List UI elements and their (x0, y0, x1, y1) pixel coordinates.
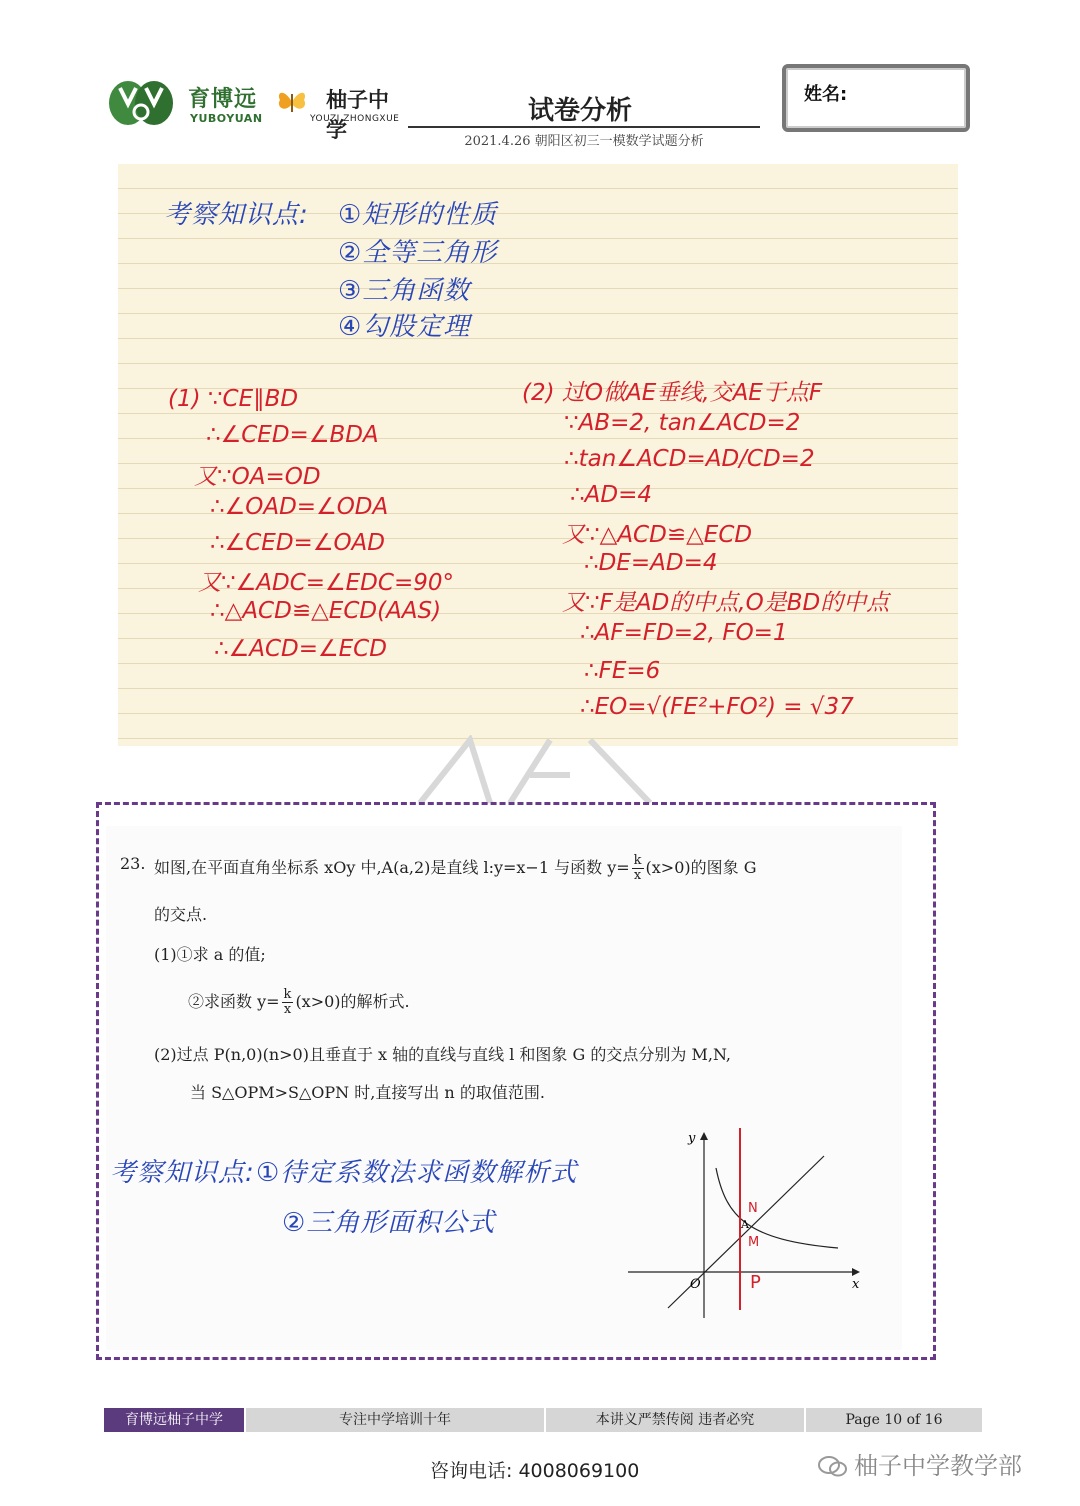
y-axis-arrow (700, 1132, 708, 1140)
frac-num: k (633, 853, 642, 868)
question-stem (154, 854, 757, 883)
notes-knowledge-title: 考察知识点: (164, 200, 309, 230)
part1-line: ∴∠OAD=∠ODA (210, 494, 389, 520)
origin-label: O (690, 1277, 701, 1292)
q-knowledge-title: 考察知识点: (110, 1158, 255, 1188)
footer-notice: 本讲义严禁传阅 违者必究 (546, 1408, 804, 1432)
fraction-k-over-x (282, 988, 294, 1017)
part1-line: 又∵OA=OD (194, 464, 321, 490)
q-knowledge-point: ①待定系数法求函数解析式 (256, 1158, 578, 1188)
stem-part: ②求函数 y= (188, 992, 280, 1011)
question-stem-cont: 的交点. (154, 905, 208, 924)
footer-page-number: Page 10 of 16 (806, 1408, 982, 1432)
question-part2-2: 当 S△OPM>S△OPN 时,直接写出 n 的取值范围. (190, 1083, 545, 1102)
notes-knowledge-point: ①矩形的性质 (338, 200, 498, 230)
name-label: 姓名: (804, 84, 848, 105)
stem-part: (x>0)的图象 G (645, 858, 757, 877)
part1-line: (1) ∵CE∥BD (168, 386, 299, 412)
x-axis-label: x (852, 1277, 860, 1292)
question-part1-1: (1)①求 a 的值; (154, 945, 266, 964)
watermark-graphic (400, 735, 660, 805)
notes-knowledge-point: ③三角函数 (338, 276, 471, 306)
part2-line: ∵AB=2, tan∠ACD=2 (564, 410, 801, 436)
point-n-label: N (748, 1201, 758, 1216)
part1-line: ∴△ACD≌△ECD(AAS) (210, 598, 442, 624)
logo2-text-cn: 柚子中学 (326, 88, 389, 142)
curve-g (716, 1168, 838, 1248)
x-axis-arrow (852, 1268, 860, 1276)
frac-den: x (633, 868, 642, 883)
question-part2-1: (2)过点 P(n,0)(n>0)且垂直于 x 轴的直线与直线 l 和图象 G 的交点分别为 M,N, (154, 1045, 732, 1064)
contact-phone: 咨询电话: 4008069100 (430, 1460, 640, 1482)
question-part1-2 (188, 988, 410, 1017)
part1-line: ∴∠ACD=∠ECD (214, 636, 387, 662)
page-footer (104, 1408, 982, 1432)
footer-slogan: 专注中学培训十年 (246, 1408, 544, 1432)
point-m-label: M (748, 1235, 760, 1250)
q-knowledge-point: ②三角形面积公式 (282, 1208, 496, 1238)
part2-line: ∴AF=FD=2, FO=1 (580, 620, 788, 646)
footer-brand: 育博远柚子中学 (104, 1408, 244, 1432)
part2-line: 又∵F是AD的中点,O是BD的中点 (562, 590, 890, 616)
part2-line: ∴FE=6 (584, 658, 661, 684)
frac-num: k (283, 987, 292, 1002)
point-a-label: A (741, 1218, 749, 1231)
logo-text-cn: 育博远 (188, 87, 258, 112)
part2-line: ∴tan∠ACD=AD/CD=2 (564, 446, 815, 472)
stem-part: (x>0)的解析式. (295, 992, 410, 1011)
wechat-icon (818, 1455, 848, 1479)
question-number: 23. (120, 854, 146, 873)
y-axis-label: y (688, 1131, 696, 1146)
header-divider (408, 126, 760, 128)
part1-line: ∴∠CED=∠OAD (210, 530, 385, 556)
frac-den: x (283, 1002, 292, 1017)
logo2-text-en: YOUZI ZHONGXUE (310, 114, 400, 124)
stem-part: 如图,在平面直角坐标系 xOy 中,A(a,2)是直线 l:y=x−1 与函数 y= (154, 858, 630, 877)
part2-line: ∴DE=AD=4 (584, 550, 718, 576)
notes-knowledge-point: ②全等三角形 (338, 238, 498, 268)
coordinate-graph (628, 1128, 868, 1318)
logo-text-en: YUBOYUAN (190, 112, 263, 125)
part2-line: (2) 过O做AE垂线,交AE于点F (522, 380, 823, 406)
part2-line: 又∵△ACD≌△ECD (562, 522, 753, 548)
handwritten-notes (118, 164, 958, 746)
butterfly-icon (274, 84, 310, 120)
page-subtitle: 2021.4.26 朝阳区初三一模数学试题分析 (464, 134, 704, 149)
part2-line: ∴EO=√(FE²+FO²) = √37 (580, 694, 854, 720)
fraction-k-over-x (632, 854, 644, 883)
wechat-name: 柚子中学教学部 (854, 1452, 1022, 1480)
point-p-label: P (750, 1272, 761, 1293)
notes-knowledge-point: ④勾股定理 (338, 312, 471, 342)
wechat-account (818, 1446, 1022, 1481)
part1-line: 又∵∠ADC=∠EDC=90° (198, 570, 454, 596)
yuboyuan-logo-icon (108, 78, 184, 128)
part1-line: ∴∠CED=∠BDA (206, 422, 379, 448)
part2-line: ∴AD=4 (570, 482, 652, 508)
brand-logo (108, 78, 408, 142)
page-title: 试卷分析 (527, 96, 632, 126)
